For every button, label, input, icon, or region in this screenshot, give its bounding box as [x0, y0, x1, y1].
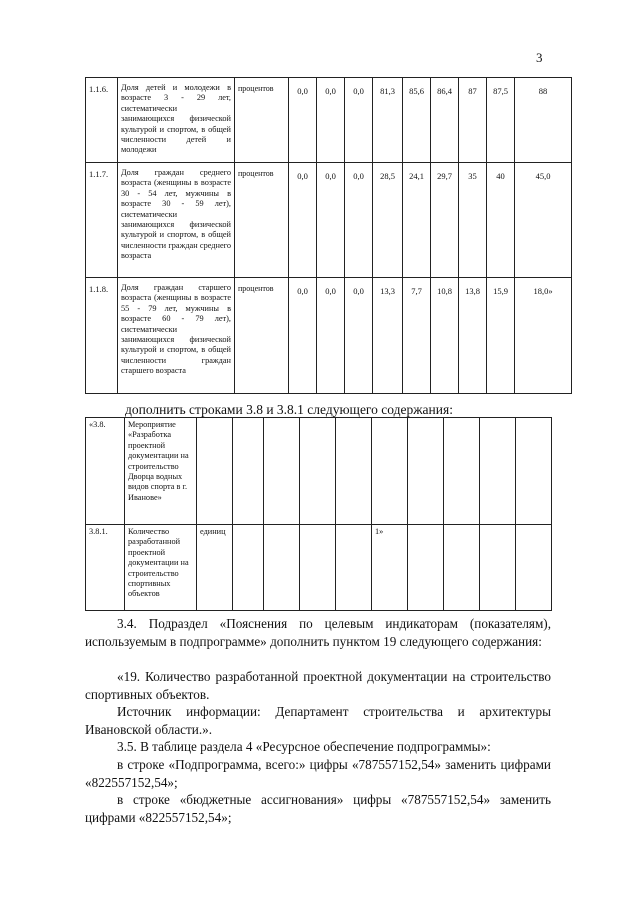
value-cell: 18,0» [515, 278, 572, 394]
value-cell [516, 418, 552, 525]
value-cell [444, 525, 480, 611]
value-cell [300, 418, 336, 525]
row-code-cell: 1.1.7. [86, 163, 118, 278]
value-cell: 29,7 [431, 163, 459, 278]
paragraph-budget-allocations: в строке «бюджетные ассигнования» цифры «787557152,54» заменить цифрами «822557152,54»; [85, 792, 551, 825]
table-row [86, 163, 572, 278]
value-cell: 13,3 [373, 278, 403, 394]
value-cell: 0,0 [317, 278, 345, 394]
paragraph-3-4: 3.4. Подраздел «Пояснения по целевым индикаторам (показателям), используемым в подпрограмме» дополнить пунктом 19 следующего содержания: [85, 616, 551, 649]
value-cell: 0,0 [317, 163, 345, 278]
value-cell [233, 525, 264, 611]
value-cell [480, 525, 516, 611]
value-cell: 0,0 [345, 78, 373, 163]
row-description-cell: Мероприятие «Разработка проектной документации на строительство Дворца водных видов спорта в г. Иванове» [125, 418, 197, 525]
row-code-cell: «3.8. [86, 418, 125, 525]
value-cell [300, 525, 336, 611]
value-cell [336, 418, 372, 525]
value-cell: 0,0 [317, 78, 345, 163]
row-unit-cell: процентов [235, 278, 289, 394]
value-cell [336, 525, 372, 611]
value-cell [372, 418, 408, 525]
value-cell [233, 418, 264, 525]
value-cell: 87,5 [487, 78, 515, 163]
row-code-cell: 1.1.8. [86, 278, 118, 394]
value-cell [444, 418, 480, 525]
paragraph-item-19: «19. Количество разработанной проектной документации на строительство спортивных объектов. [85, 669, 551, 702]
value-cell: 28,5 [373, 163, 403, 278]
paragraph-3-5: 3.5. В таблице раздела 4 «Ресурсное обеспечение подпрограммы»: [117, 739, 491, 754]
value-cell: 0,0 [289, 163, 317, 278]
table-row [86, 278, 572, 394]
row-description-cell: Количество разработанной проектной документации на строительство спортивных объектов [125, 525, 197, 611]
value-cell: 88 [515, 78, 572, 163]
added-rows-table [85, 417, 552, 611]
page-number: 3 [536, 50, 543, 65]
value-cell: 81,3 [373, 78, 403, 163]
value-cell [264, 525, 300, 611]
table-row [86, 78, 572, 163]
value-cell: 10,8 [431, 278, 459, 394]
value-cell: 45,0 [515, 163, 572, 278]
row-description-cell: Доля детей и молодежи в возрасте 3 - 29 лет, систематически занимающихся физической культурой и спортом, в общей численности детей и молодежи [118, 78, 235, 163]
row-code-cell: 1.1.6. [86, 78, 118, 163]
value-cell: 40 [487, 163, 515, 278]
table-row [86, 525, 552, 611]
row-unit-cell: единиц [197, 525, 233, 611]
row-unit-cell: процентов [235, 163, 289, 278]
value-cell: 13,8 [459, 278, 487, 394]
value-cell: 0,0 [289, 78, 317, 163]
row-description-cell: Доля граждан старшего возраста (женщины в возрасте 55 - 79 лет, мужчины в возрасте 60 - 79 лет), систематически занимающихся физической культурой и спортом, в общей численности граждан старшего возраста [118, 278, 235, 394]
value-cell [408, 418, 444, 525]
value-cell [264, 418, 300, 525]
value-cell [408, 525, 444, 611]
value-cell: 0,0 [345, 163, 373, 278]
value-cell [516, 525, 552, 611]
value-cell: 87 [459, 78, 487, 163]
value-cell: 35 [459, 163, 487, 278]
value-cell: 86,4 [431, 78, 459, 163]
paragraph-source: Источник информации: Департамент строительства и архитектуры Ивановской области.». [85, 704, 551, 737]
value-cell: 85,6 [403, 78, 431, 163]
value-cell [480, 418, 516, 525]
value-cell: 0,0 [345, 278, 373, 394]
value-cell: 0,0 [289, 278, 317, 394]
value-cell: 7,7 [403, 278, 431, 394]
table-row [86, 418, 552, 525]
paragraph-subprogram-total: в строке «Подпрограмма, всего:» цифры «787557152,54» заменить цифрами «822557152,54»; [85, 757, 551, 790]
indicators-table [85, 77, 572, 394]
value-cell: 24,1 [403, 163, 431, 278]
row-unit-cell: процентов [235, 78, 289, 163]
insert-note: дополнить строками 3.8 и 3.8.1 следующего содержания: [125, 402, 453, 417]
row-description-cell: Доля граждан среднего возраста (женщины в возрасте 30 - 54 лет, мужчины в возрасте 30 - 59 лет), систематически занимающихся физической культурой и спортом, в общей численности граждан среднего возраста [118, 163, 235, 278]
value-cell: 15,9 [487, 278, 515, 394]
row-unit-cell [197, 418, 233, 525]
value-cell: 1» [372, 525, 408, 611]
row-code-cell: 3.8.1. [86, 525, 125, 611]
